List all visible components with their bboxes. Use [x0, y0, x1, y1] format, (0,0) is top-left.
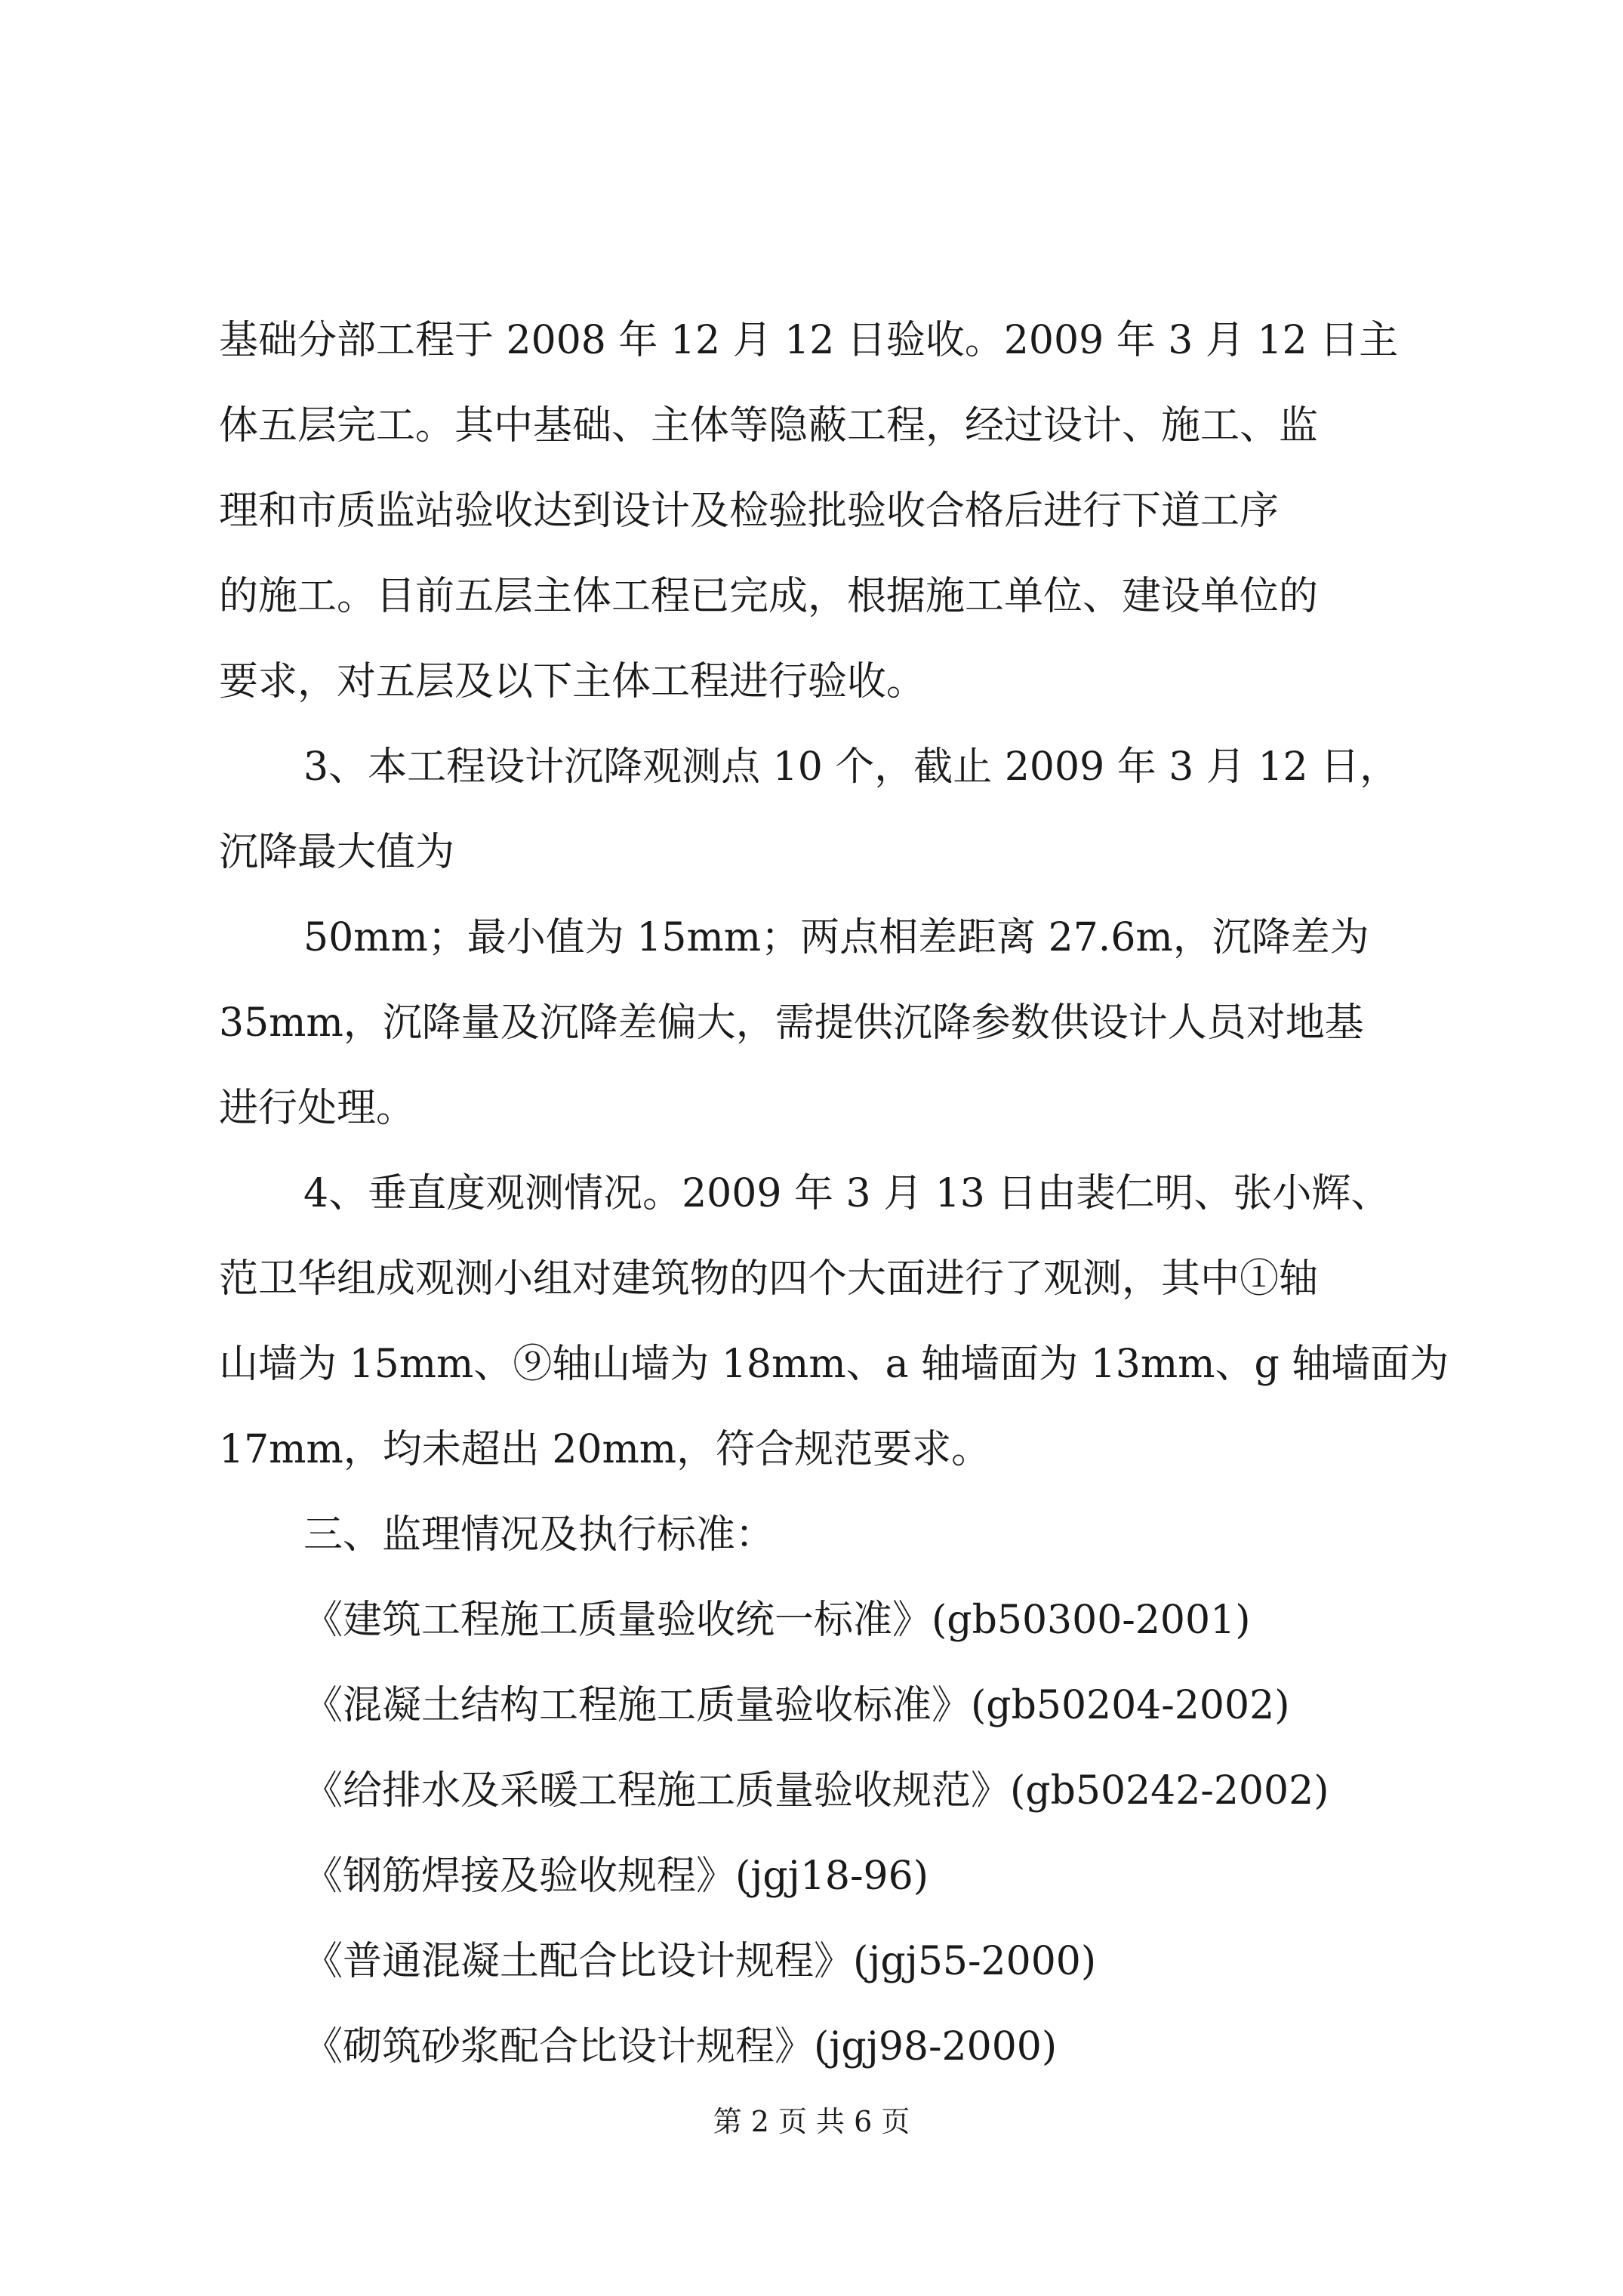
standard-item: 《建筑工程施工质量验收统一标准》(gb50300-2001): [303, 1598, 1251, 1643]
body-text: [219, 298, 1449, 2090]
text-line: 沉降最大值为: [219, 830, 455, 875]
text-line: 4、垂直度观测情况。2009 年 3 月 13 日由裴仁明、张小辉、: [303, 1171, 1390, 1216]
section-heading: 三、监理情况及执行标准：: [303, 1512, 775, 1558]
standard-item: 《普通混凝土配合比设计规程》(jgj55-2000): [303, 1939, 1097, 1984]
text-line: 理和市质监站验收达到设计及检验批验收合格后进行下道工序: [219, 488, 1280, 534]
text-line: 基础分部工程于 2008 年 12 月 12 日验收。2009 年 3 月 12 日主: [219, 318, 1399, 363]
text-line: 山墙为 15mm、⑨轴山墙为 18mm、a 轴墙面为 13mm、g 轴墙面为: [219, 1342, 1449, 1387]
text-line: 体五层完工。其中基础、主体等隐蔽工程，经过设计、施工、监: [219, 403, 1319, 448]
text-line: 要求，对五层及以下主体工程进行验收。: [219, 659, 926, 704]
text-line: 的施工。目前五层主体工程已完成，根据施工单位、建设单位的: [219, 574, 1319, 619]
text-line: 3、本工程设计沉降观测点 10 个，截止 2009 年 3 月 12 日，: [303, 744, 1400, 790]
standard-item: 《砌筑砂浆配合比设计规程》(jgj98-2000): [303, 2024, 1058, 2069]
page-footer: 第 2 页 共 6 页: [713, 2105, 910, 2138]
text-line: 50mm；最小值为 15mm；两点相差距离 27.6m，沉降差为: [303, 915, 1369, 960]
text-line: 进行处理。: [219, 1086, 416, 1131]
text-line: 17mm，均未超出 20mm，符合规范要求。: [219, 1427, 991, 1472]
text-line: 35mm，沉降量及沉降差偏大，需提供沉降参数供设计人员对地基: [219, 1000, 1364, 1046]
standard-item: 《混凝土结构工程施工质量验收标准》(gb50204-2002): [303, 1683, 1290, 1728]
text-line: 范卫华组成观测小组对建筑物的四个大面进行了观测，其中①轴: [219, 1256, 1319, 1302]
standard-item: 《给排水及采暖工程施工质量验收规范》(gb50242-2002): [303, 1768, 1329, 1814]
standard-item: 《钢筋焊接及验收规程》(jgj18-96): [303, 1854, 929, 1899]
